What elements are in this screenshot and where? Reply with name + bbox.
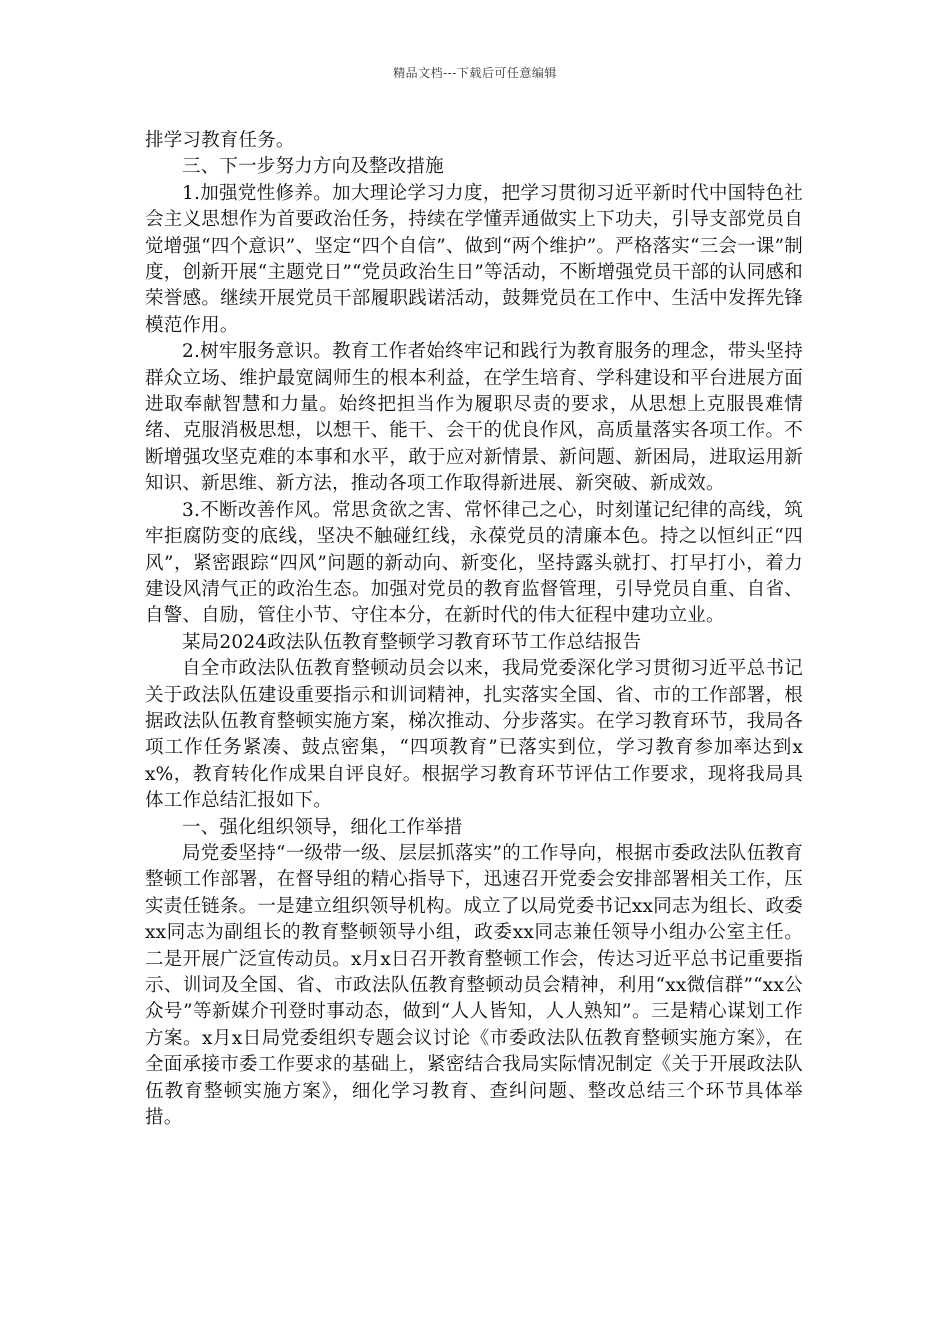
- paragraph-organization-detail: 局党委坚持“一级带一级、层层抓落实”的工作导向，根据市委政法队伍教育整顿工作部署，在督导组的精心指导下，迅速召开党委会安排部署相关工作，压实责任链条。一是建立组织领导机构。成立了以局党委书记xx同志为组长、政委xx同志为副组长的教育整顿领导小组，政委xx同志兼任领导小组办公室主任。二是开展广泛宣传动员。x月x日召开教育整顿工作会，传达习近平总书记重要指示、训词及全国、省、市政法队伍教育整顿动员会精神，利用“xx微信群”“xx公众号”等新媒介刊登时事动态，做到“人人皆知，人人熟知”。三是精心谋划工作方案。x月x日局党委组织专题会议讨论《市委政法队伍教育整顿实施方案》，在全面承接市委工作要求的基础上，紧密结合我局实际情况制定《关于开展政法队伍教育整顿实施方案》，细化学习教育、查纠问题、整改总结三个环节具体举措。: [145, 842, 803, 1129]
- paragraph-party-spirit: 1.加强党性修养。加大理论学习力度，把学习贯彻习近平新时代中国特色社会主义思想作为首要政治任务，持续在学懂弄通做实上下功夫，引导支部党员自觉增强“四个意识”、坚定“四个自信”、做到“两个维护”。严格落实“三会一课”制度，创新开展“主题党日”“党员政治生日”等活动，不断增强党员干部的认同感和荣誉感。继续开展党员干部履职践诺活动，鼓舞党员在工作中、生活中发挥先锋模范作用。: [145, 182, 803, 336]
- paragraph-continuation: 排学习教育任务。: [145, 130, 295, 151]
- section-heading-next-steps: 三、下一步努力方向及整改措施: [182, 156, 444, 178]
- section-heading-organization: 一、强化组织领导，细化工作举措: [182, 816, 463, 838]
- paragraph-service-awareness: 2.树牢服务意识。教育工作者始终牢记和践行为教育服务的理念，带头坚持群众立场、维护最宽阔师生的根本利益，在学生培育、学科建设和平台进展方面进取奉献智慧和力量。始终把担当作为履职尽责的要求，从思想上克服畏难情绪、克服消极思想，以想干、能干、会干的优良作风，高质量落实各项工作。不断增强攻坚克难的本事和水平，敢于应对新情景、新问题、新困局，进取运用新知识、新思维、新方法，推动各项工作取得新进展、新突破、新成效。: [145, 341, 803, 495]
- document-body: [145, 128, 803, 1131]
- page-header: 精品文档---下载后可任意编辑: [393, 66, 557, 80]
- report-title: 某局2024政法队伍教育整顿学习教育环节工作总结报告: [182, 631, 642, 653]
- paragraph-improve-style: 3.不断改善作风。常思贪欲之害、常怀律己之心，时刻谨记纪律的高线，筑牢拒腐防变的底线，坚决不触碰红线，永葆党员的清廉本色。持之以恒纠正“四风”，紧密跟踪“四风”问题的新动向、新变化，坚持露头就打、打早打小，着力建设风清气正的政治生态。加强对党员的教育监督管理，引导党员自重、自省、自警、自励，管住小节、守住本分，在新时代的伟大征程中建功立业。: [145, 499, 803, 627]
- paragraph-report-intro: 自全市政法队伍教育整顿动员会以来，我局党委深化学习贯彻习近平总书记关于政法队伍建设重要指示和训词精神，扎实落实全国、省、市的工作部署，根据政法队伍教育整顿实施方案，梯次推动、分步落实。在学习教育环节，我局各项工作任务紧凑、鼓点密集，“四项教育”已落实到位，学习教育参加率达到xx%，教育转化作成果自评良好。根据学习教育环节评估工作要求，现将我局具体工作总结汇报如下。: [145, 658, 803, 812]
